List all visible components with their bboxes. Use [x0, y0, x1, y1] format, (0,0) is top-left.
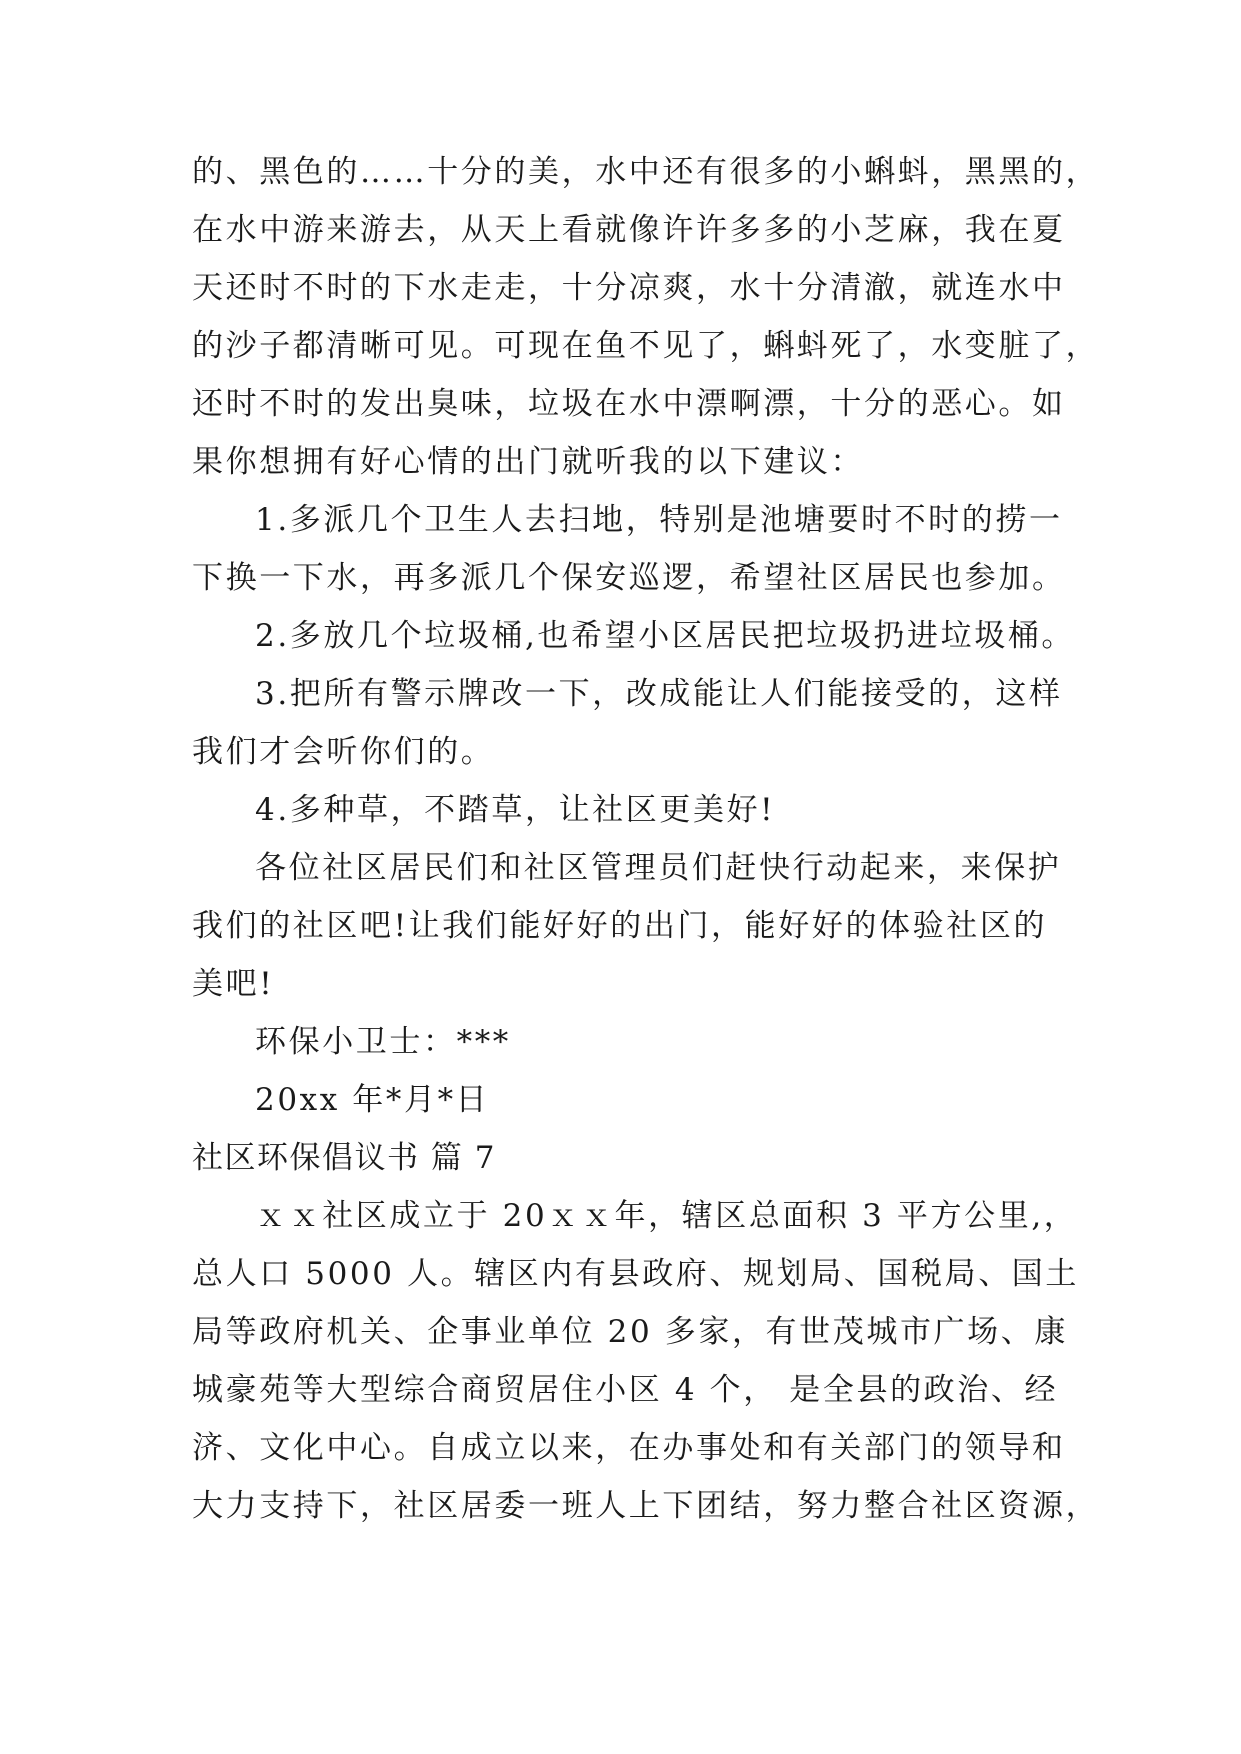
body-line: 天还时不时的下水走走，十分凉爽，水十分清澈，就连水中	[192, 270, 1066, 306]
suggestion-item-3: 3.把所有警示牌改一下，改成能让人们能接受的，这样	[255, 676, 1063, 712]
body-line: 我们才会听你们的。	[192, 734, 495, 770]
body-line: 的沙子都清晰可见。可现在鱼不见了，蝌蚪死了，水变脏了，	[192, 328, 1100, 364]
body-line: 我们的社区吧!让我们能好好的出门，能好好的体验社区的	[192, 908, 1048, 944]
body-line: 局等政府机关、企事业单位 20 多家，有世茂城市广场、康	[192, 1314, 1068, 1350]
body-line: 济、文化中心。自成立以来，在办事处和有关部门的领导和	[192, 1430, 1066, 1466]
body-line: 美吧!	[192, 966, 275, 1002]
suggestion-item-4: 4.多种草，不踏草，让社区更美好!	[255, 792, 776, 828]
body-line: 果你想拥有好心情的出门就听我的以下建议：	[192, 444, 864, 480]
suggestion-item-2: 2.多放几个垃圾桶,也希望小区居民把垃圾扔进垃圾桶。	[255, 618, 1076, 654]
body-line: 总人口 5000 人。辖区内有县政府、规划局、国税局、国土	[192, 1256, 1079, 1292]
section-heading: 社区环保倡议书 篇 7	[192, 1140, 496, 1176]
body-line: 下换一下水，再多派几个保安巡逻，希望社区居民也参加。	[192, 560, 1066, 596]
body-line: 各位社区居民们和社区管理员们赶快行动起来，来保护	[255, 850, 1062, 886]
body-line: 在水中游来游去，从天上看就像许许多多的小芝麻，我在夏	[192, 212, 1066, 248]
body-line: 的、黑色的……十分的美，水中还有很多的小蝌蚪，黑黑的，	[192, 154, 1100, 190]
date: 20xx 年*月*日	[255, 1082, 490, 1118]
body-line: 城豪苑等大型综合商贸居住小区 4 个， 是全县的政治、经	[192, 1372, 1059, 1408]
body-line: 大力支持下，社区居委一班人上下团结，努力整合社区资源，	[192, 1488, 1100, 1524]
body-line: 还时不时的发出臭味，垃圾在水中漂啊漂，十分的恶心。如	[192, 386, 1066, 422]
signature: 环保小卫士：***	[255, 1024, 511, 1060]
body-line: ｘｘ社区成立于 20ｘｘ年，辖区总面积 3 平方公里,，	[255, 1198, 1078, 1234]
suggestion-item-1: 1.多派几个卫生人去扫地，特别是池塘要时不时的捞一	[255, 502, 1063, 538]
